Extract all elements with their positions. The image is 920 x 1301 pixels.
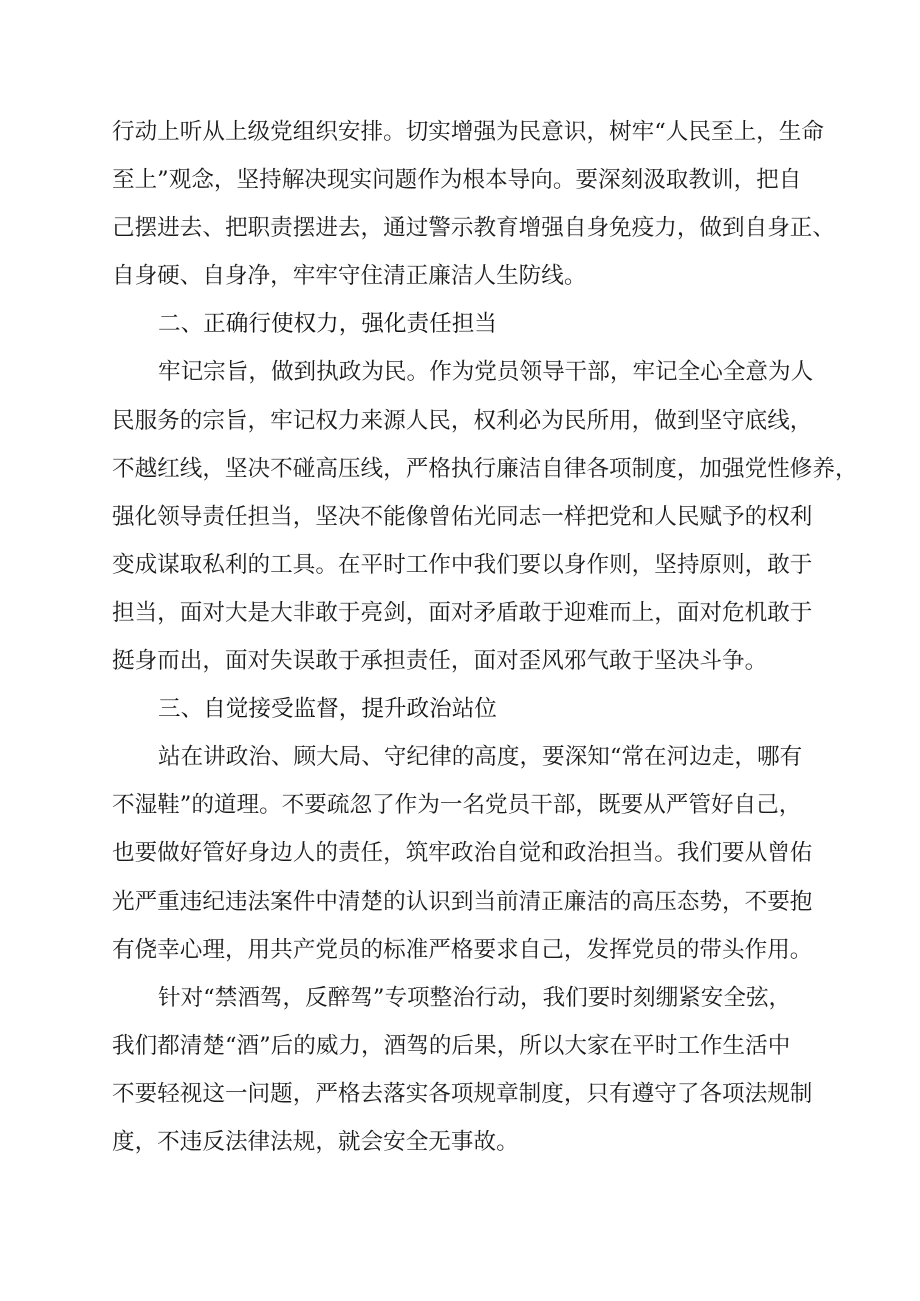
text-line: 担当，面对大是大非敢于亮剑，面对矛盾敢于迎难而上，面对危机敢于 xyxy=(112,599,813,626)
text-line: 自身硬、自身净，牢牢守住清正廉洁人生防线。 xyxy=(112,263,587,290)
text-line: 也要做好管好身边人的责任，筑牢政治自觉和政治担当。我们要从曾佑 xyxy=(112,840,813,867)
text-line: 不要轻视这一问题，严格去落实各项规章制度，只有遵守了各项法规制 xyxy=(112,1080,813,1107)
paragraph-intro xyxy=(112,108,852,300)
text-line: 强化领导责任担当，坚决不能像曾佑光同志一样把党和人民赋予的权利 xyxy=(112,503,813,530)
text-line: 变成谋取私利的工具。在平时工作中我们要以身作则，坚持原则，敢于 xyxy=(112,551,813,578)
document-body xyxy=(112,108,858,1166)
text-line: 针对“禁酒驾，反醉驾”专项整治行动，我们要时刻绷紧安全弦， xyxy=(158,984,792,1011)
text-line: 民服务的宗旨，牢记权力来源人民，权利必为民所用，做到坚守底线， xyxy=(112,407,813,434)
section-3-heading: 三、自觉接受监督，提升政治站位 xyxy=(158,696,497,723)
text-line: 至上”观念，坚持解决现实问题作为根本导向。要深刻汲取教训，把自 xyxy=(112,167,802,194)
text-line: 挺身而出，面对失误敢于承担责任，面对歪风邪气敢于坚决斗争。 xyxy=(112,648,768,675)
text-line: 度，不违反法律法规，就会安全无事故。 xyxy=(112,1128,519,1155)
section-2 xyxy=(112,300,858,685)
section-2-heading: 二、正确行使权力，强化责任担当 xyxy=(158,311,497,338)
text-line: 牢记宗旨，做到执政为民。作为党员领导干部，牢记全心全意为人 xyxy=(158,359,814,386)
text-line: 不越红线，坚决不碰高压线，严格执行廉洁自律各项制度，加强党性修养， xyxy=(112,455,858,482)
text-line: 己摆进去、把职责摆进去，通过警示教育增强自身免疫力，做到自身正、 xyxy=(112,215,835,242)
text-line: 行动上听从上级党组织安排。切实增强为民意识，树牢“人民至上，生命 xyxy=(112,119,824,145)
section-3 xyxy=(112,685,852,1166)
text-line: 我们都清楚“酒”后的威力，酒驾的后果，所以大家在平时工作生活中 xyxy=(112,1032,791,1059)
text-line: 光严重违纪违法案件中清楚的认识到当前清正廉洁的高压态势，不要抱 xyxy=(112,888,813,915)
text-line: 有侥幸心理，用共产党员的标准严格要求自己，发挥党员的带头作用。 xyxy=(112,936,813,963)
text-line: 不湿鞋”的道理。不要疏忽了作为一名党员干部，既要从严管好自己， xyxy=(112,792,802,819)
text-line: 站在讲政治、顾大局、守纪律的高度，要深知“常在河边走，哪有 xyxy=(158,744,803,771)
